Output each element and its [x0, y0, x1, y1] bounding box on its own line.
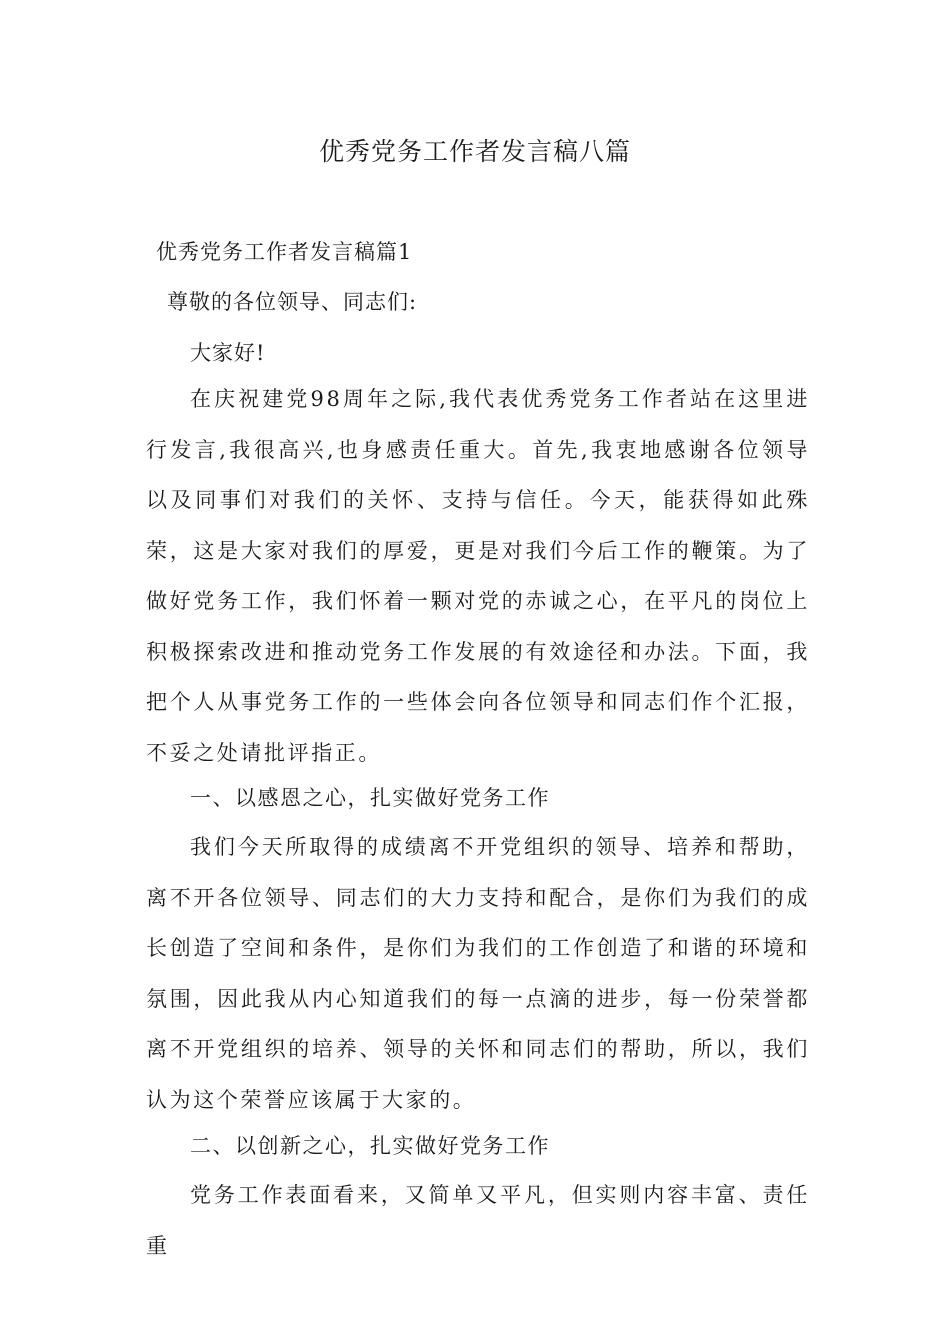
- section-heading: 二、以创新之心，扎实做好党务工作: [190, 1134, 550, 1158]
- body-paragraph: 我们今天所取得的成绩离不开党组织的领导、培养和帮助，离不开各位领导、同志们的大力支持和配合，是你们为我们的成长创造了空间和条件，是你们为我们的工作创造了和谐的环境和氛围，因此我从内心知道我们的每一点滴的进步，每一份荣誉都离不开党组织的培养、领导的关怀和同志们的帮助，所以，我们认为这个荣誉应该属于大家的。: [146, 835, 810, 1112]
- body-paragraph: 党务工作表面看来，又简单又平凡，但实则内容丰富、责任重: [146, 1183, 810, 1258]
- body-paragraph: 在庆祝建党98周年之际,我代表优秀党务工作者站在这里进行发言,我很高兴,也身感责任重大。首先,我衷地感谢各位领导以及同事们对我们的关怀、支持与信任。今天，能获得如此殊荣，这是大家对我们的厚爱，更是对我们今后工作的鞭策。为了做好党务工作，我们怀着一颗对党的赤诚之心，在平凡的岗位上积极探索改进和推动党务工作发展的有效途径和办法。下面，我把个人从事党务工作的一些体会向各位领导和同志们作个汇报，不妥之处请批评指正。: [146, 387, 810, 765]
- section-heading: 一、以感恩之心，扎实做好党务工作: [190, 786, 550, 810]
- greeting: 大家好!: [190, 341, 266, 365]
- salutation: 尊敬的各位领导、同志们:: [167, 290, 418, 314]
- document-title: 优秀党务工作者发言稿八篇: [318, 137, 631, 166]
- article-heading: 优秀党务工作者发言稿篇1: [156, 240, 413, 264]
